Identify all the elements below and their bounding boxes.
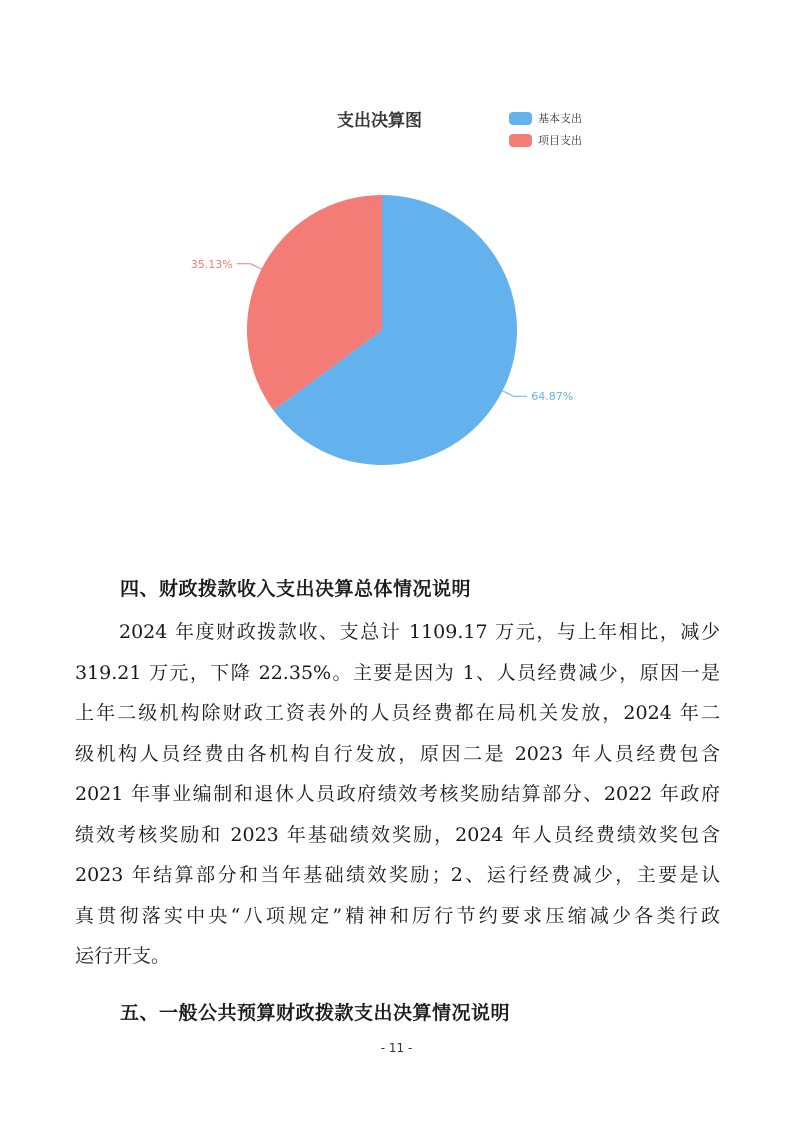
pie-svg: [0, 0, 793, 560]
section-4-paragraph: [75, 612, 720, 977]
expenditure-pie-chart: [0, 0, 793, 560]
paragraph-line: 2021 年事业编制和退休人员政府绩效考核奖励结算部分、2022 年政府: [75, 783, 720, 805]
pie-leader-line-0: [503, 391, 528, 396]
pie-data-label-0: 64.87%: [531, 390, 574, 404]
paragraph-line: 2023 年结算部分和当年基础绩效奖励；2、运行经费减少，主要是认: [75, 864, 720, 886]
legend-label-project: 项目支出: [538, 134, 582, 147]
paragraph-line: 绩效考核奖励和 2023 年基础绩效奖励，2024 年人员经费绩效奖包含: [75, 823, 720, 846]
chart-title: 支出决算图: [337, 111, 422, 131]
section-4-heading: 四、财政拨款收入支出决算总体情况说明: [120, 578, 472, 600]
paragraph-line: 2024 年度财政拨款收、支总计 1109.17 万元，与上年相比，减少: [119, 621, 720, 643]
legend-label-basic: 基本支出: [538, 112, 582, 125]
paragraph-line: 级机构人员经费由各机构自行发放，原因二是 2023 年人员经费包含: [75, 742, 720, 765]
page-number: - 11 -: [380, 1041, 413, 1055]
paragraph-line: 运行开支。: [75, 945, 171, 967]
paragraph-line: 上年二级机构除财政工资表外的人员经费都在局机关发放，2024 年二: [75, 702, 720, 724]
pie-leader-line-1: [237, 264, 262, 269]
paragraph-line: 319.21 万元，下降 22.35%。主要是因为 1、人员经费减少，原因一是: [75, 661, 720, 684]
paragraph-line: 真贯彻落实中央“八项规定”精神和厉行节约要求压缩减少各类行政: [75, 904, 720, 927]
section-5-heading: 五、一般公共预算财政拨款支出决算情况说明: [120, 1002, 511, 1024]
pie-data-label-1: 35.13%: [190, 257, 233, 271]
